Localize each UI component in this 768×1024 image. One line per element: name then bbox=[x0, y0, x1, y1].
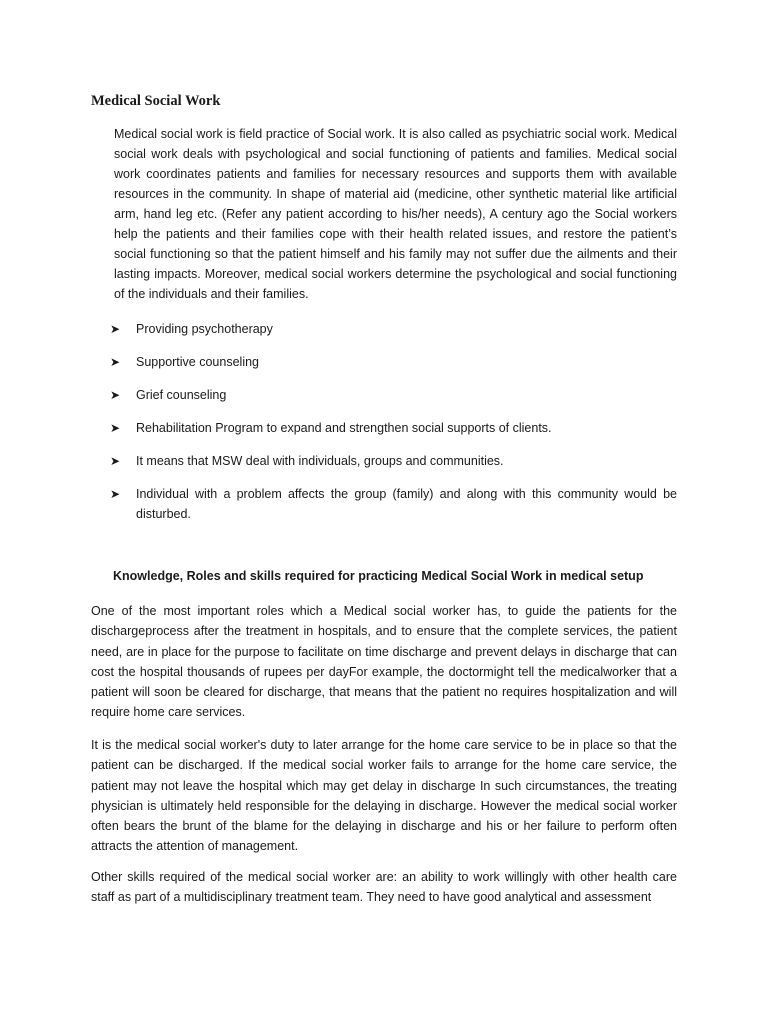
list-item-text: Providing psychotherapy bbox=[136, 322, 273, 336]
arrowhead-bullet-icon: ➤ bbox=[110, 322, 121, 336]
body-paragraph-1: One of the most important roles which a Medical social worker has, to guide the patients for the dischargeprocess after the treatment in hospitals, and to ensure that the complete services, the patient need, are in place for the purpose to facilitate on time discharge and prevent delays in discharge that can cost the hospital thousands of rupees per dayFor example, the doctormight tell the medicalworker that a patient will soon be cleared for discharge, that means that the patient no requires hospitalization and will require home care services. bbox=[91, 604, 677, 720]
list-item bbox=[110, 352, 677, 372]
arrowhead-bullet-icon: ➤ bbox=[110, 388, 121, 402]
arrowhead-bullet-icon: ➤ bbox=[110, 487, 121, 501]
arrowhead-bullet-icon: ➤ bbox=[110, 454, 121, 468]
list-item bbox=[110, 484, 677, 524]
body-paragraph-2: It is the medical social worker's duty to later arrange for the home care service to be in place so that the patient can be discharged. If the medical social worker fails to arrange for the home care service, the patient may not leave the hospital which may get delay in discharge In such circumstances, the treating physician is ultimately held responsible for the delaying in discharge. However the medical social worker often bears the brunt of the blame for the delaying in discharge and his or her failure to perform often attracts the attention of management. bbox=[91, 738, 677, 854]
list-item-text: Grief counseling bbox=[136, 388, 227, 402]
list-item bbox=[110, 319, 677, 339]
list-item-text: It means that MSW deal with individuals, groups and communities. bbox=[136, 454, 504, 468]
list-item-text: Supportive counseling bbox=[136, 355, 259, 369]
list-item-text: Individual with a problem affects the group (family) and along with this community would be disturbed. bbox=[136, 487, 677, 521]
document-title: Medical Social Work bbox=[91, 93, 221, 109]
list-item bbox=[110, 385, 677, 405]
arrowhead-bullet-icon: ➤ bbox=[110, 421, 121, 435]
list-item bbox=[110, 418, 677, 438]
intro-paragraph: Medical social work is field practice of Social work. It is also called as psychiatric social work. Medical social work deals with psychological and social functioning of patients and families. Medical social work coordinates patients and families for necessary resources and supports them with available resources in the community. In shape of material aid (medicine, other synthetic material like artificial arm, hand leg etc. (Refer any patient according to his/her needs), A century ago the Social workers help the patients and their families cope with their health related issues, and restore the patient’s social functioning so that the patient himself and his family may not suffer due the ailments and their lasting impacts. Moreover, medical social workers determine the psychological and social functioning of the individuals and their families. bbox=[114, 127, 677, 301]
body-paragraph-3: Other skills required of the medical social worker are: an ability to work willingly with other health care staff as part of a multidisciplinary treatment team. They need to have good analytical and assessment bbox=[91, 870, 677, 905]
list-item-text: Rehabilitation Program to expand and strengthen social supports of clients. bbox=[136, 421, 552, 435]
section-subheading: Knowledge, Roles and skills required for practicing Medical Social Work in medical setup bbox=[113, 569, 644, 583]
list-item bbox=[110, 451, 677, 471]
bullet-list bbox=[110, 319, 677, 537]
arrowhead-bullet-icon: ➤ bbox=[110, 355, 121, 369]
